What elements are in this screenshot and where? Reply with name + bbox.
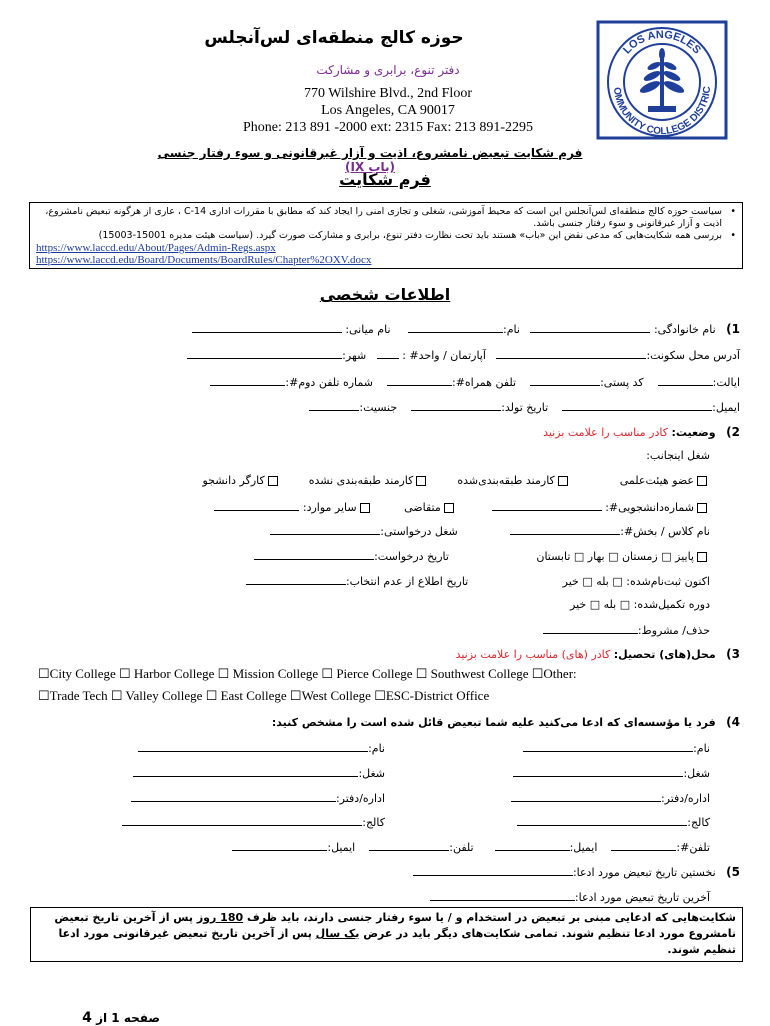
middle-name-field[interactable] <box>192 321 342 333</box>
college-row-1 <box>38 666 577 682</box>
state-label: ایالت: <box>712 376 740 389</box>
classified-label: کارمند طبقه‌بندی‌شده <box>457 474 555 487</box>
section-1-row-3 <box>210 374 740 389</box>
bullet-icon: • <box>730 230 736 241</box>
respondent-a-college-row <box>517 814 710 829</box>
respondent-b-college-row <box>122 814 385 829</box>
respondent-a-office-row <box>511 790 710 805</box>
section-2-number: 2) <box>726 425 740 439</box>
phone-fax: Phone: 213 891 -2000 ext: 2315 Fax: 213 891-2295 <box>242 120 534 135</box>
policy-bullet-2 <box>36 230 736 242</box>
respondent-b-office-field[interactable] <box>131 790 336 802</box>
request-date-label: تاریخ درخواست: <box>374 550 449 563</box>
classified-checkbox[interactable] <box>558 476 568 486</box>
other-checkbox[interactable] <box>360 503 370 513</box>
college-option: City College <box>49 666 116 681</box>
dropped-row <box>543 622 710 637</box>
request-date-field[interactable] <box>254 548 374 560</box>
class-section-field[interactable] <box>510 523 620 535</box>
student-worker-checkbox[interactable] <box>268 476 278 486</box>
section-1-row-2 <box>187 347 740 362</box>
location-label: محل(های) تحصیل: <box>613 648 716 661</box>
section-5-number: 5) <box>726 865 740 879</box>
status-hint: کادر مناسب را علامت بزنید <box>543 426 668 439</box>
status-label: وضعیت: <box>671 426 716 439</box>
enrolled-row <box>246 573 710 588</box>
address-field[interactable] <box>496 347 646 359</box>
policy-bullet-1 <box>36 206 736 230</box>
board-rules-link[interactable]: https://www.laccd.edu/Board/Documents/BoardRules/Chapter%2OXV.docx <box>36 254 372 266</box>
page-title: حوزه کالج منطقه‌ای لس‌آنجلس <box>204 28 464 48</box>
section-3-heading <box>456 647 740 661</box>
college-checkbox[interactable]: ☐ <box>374 688 386 703</box>
college-option: Pierce College <box>336 666 413 681</box>
class-row <box>270 523 710 538</box>
college-option: Southwest College <box>430 666 529 681</box>
deadline-text-2: پس از آخرین تاریخ تبعیض نامشروع مورد ادعا تنظیم شوند. تمامی شکایت‌های دیگر باید در عرض <box>54 911 736 940</box>
unclassified-label: کارمند طبقه‌بندی نشده <box>308 474 414 487</box>
job-label: شغل اینجانب: <box>646 449 710 462</box>
respondent-b-name-row <box>138 740 385 755</box>
college-option: Other: <box>543 666 577 681</box>
title-ix-tag: (باب IX) <box>345 160 395 174</box>
dropped-field[interactable] <box>543 622 638 634</box>
section-5-row-1 <box>413 864 740 879</box>
dropped-label: حذف/ مشروط: <box>637 624 710 637</box>
section-3-number: 3) <box>726 647 740 661</box>
respondent-b-email-field[interactable] <box>232 839 327 851</box>
district-logo <box>596 20 728 140</box>
mobile-field[interactable] <box>387 374 452 386</box>
respondent-a-name-label: نام: <box>693 742 710 755</box>
student-no-label: شماره‌دانشجویی#: <box>605 501 694 514</box>
last-name-label: نام خانوادگی: <box>653 323 716 336</box>
faculty-label: عضو هیئت‌علمی <box>619 474 694 487</box>
complaint-form-title: فرم شکایت تبعیض نامشروع، اذیت و آزار غیرقانونی و سوء رفتار جنسی <box>157 146 583 160</box>
first-date-field[interactable] <box>413 864 573 876</box>
respondent-a-job-row <box>513 765 710 780</box>
svg-text:COMMUNITY COLLEGE DISTRICT: OMMUNITY COLLEGE DISTRIC <box>610 85 714 138</box>
fall-checkbox[interactable] <box>697 552 707 562</box>
respondent-a-name-row <box>523 740 710 755</box>
address-label: آدرس محل سکونت: <box>646 349 740 362</box>
policy-notice-box <box>29 202 743 269</box>
respondent-b-job-row <box>133 765 385 780</box>
respondent-a-phone-label: تلفن#: <box>676 841 710 854</box>
applicant-checkbox[interactable] <box>444 503 454 513</box>
location-hint: کادر (های) مناسب را علامت بزنید <box>455 648 611 661</box>
personal-info-heading: اطلاعات شخصی <box>319 285 451 304</box>
job-options-row <box>202 474 710 487</box>
bullet-icon: • <box>730 206 736 217</box>
respondent-a-job-field[interactable] <box>513 765 683 777</box>
respondent-a-office-field[interactable] <box>511 790 661 802</box>
email-label: ایمیل: <box>712 401 740 414</box>
completed-row <box>570 598 710 611</box>
section-5-row-2 <box>430 889 710 904</box>
last-name-field[interactable] <box>530 321 650 333</box>
apt-label: آپارتمان / واحد# : <box>402 349 486 362</box>
student-worker-label: کارگر دانشجو <box>202 474 265 487</box>
college-row-2 <box>38 688 489 704</box>
college-option: Harbor College <box>133 666 215 681</box>
first-name-label: نام: <box>503 323 520 336</box>
class-section-label: نام کلاس / بخش#: <box>620 525 710 538</box>
apt-field[interactable] <box>377 347 399 359</box>
college-option: ESC-District Office <box>385 688 490 703</box>
other-label: سایر موارد: <box>302 501 357 514</box>
college-checkbox[interactable]: ☐ <box>289 688 302 703</box>
first-date-label: نخستین تاریخ تبعیض مورد ادعا: <box>572 866 716 879</box>
student-row <box>214 499 710 514</box>
middle-name-label: نام میانی: <box>345 323 391 336</box>
respondent-b-office-row <box>131 790 385 805</box>
last-date-field[interactable] <box>430 889 575 901</box>
not-selected-date-field[interactable] <box>246 573 346 585</box>
gender-label: جنسیت: <box>359 401 398 414</box>
deadline-text-1: شکایت‌هایی که ادعایی مبنی بر تبعیض در استخدام و / یا سوء رفتار جنسی دارند، باید ظرف <box>246 911 736 924</box>
college-checkbox[interactable]: ☐ <box>531 666 544 681</box>
mobile-label: تلفن همراه#: <box>451 376 517 389</box>
term-options: پاییز □ زمستان □ بهار □ تابستان <box>536 550 694 563</box>
section-4-number: 4) <box>726 715 740 729</box>
policy-bullet-1-text: سیاست حوزه کالج منطقه‌ای لس‌آنجلس این است که محیط آموزشی، شغلی و تجاری امنی را ایجاد کند که مطابق با مقررات اداری C-14 ، عاری از هرگونه تبعیض نامشروع، اذیت و آزار غیرقانونی و سوء رفتار جنسی باشد. <box>45 206 722 229</box>
first-name-field[interactable] <box>408 321 503 333</box>
college-checkbox[interactable]: ☐ <box>119 666 131 681</box>
applicant-label: متقاضی <box>404 501 441 514</box>
faculty-checkbox[interactable] <box>697 476 707 486</box>
address-line-2: Los Angeles, CA 90017 <box>321 103 455 118</box>
respondent-b-email-label: ایمیل: <box>327 841 356 854</box>
city-label: شهر: <box>342 349 367 362</box>
email-field[interactable] <box>562 399 712 411</box>
deadline-year: یک سال <box>315 927 360 940</box>
respondent-a-name-field[interactable] <box>523 740 693 752</box>
respondent-a-email-label: ایمیل: <box>569 841 598 854</box>
college-option: Mission College <box>232 666 319 681</box>
svg-text:LOS ANGELES: LOS ANGELES <box>621 28 703 57</box>
respondent-b-phone-label: تلفن: <box>449 841 474 854</box>
respondent-contact-row <box>232 839 710 854</box>
respondent-a-office-label: اداره/دفتر: <box>660 792 710 805</box>
zip-label: کد پستی: <box>600 376 644 389</box>
college-checkbox[interactable]: ☐ <box>110 688 123 703</box>
state-field[interactable] <box>658 374 713 386</box>
respondent-b-college-label: کالج: <box>362 816 385 829</box>
respondent-b-office-label: اداره/دفتر: <box>335 792 385 805</box>
term-row <box>254 548 710 563</box>
zip-field[interactable] <box>530 374 600 386</box>
policy-bullet-2-text: بررسی همه شکایت‌هایی که مدعی نقض این «باب» هستند باید تحت نظارت دفتر تنوع، برابری و مشارکت صورت گیرد. (سیاست هیئت مدیره 15001-15003) <box>98 230 722 241</box>
college-checkbox[interactable]: ☐ <box>205 688 218 703</box>
requested-job-field[interactable] <box>270 523 380 535</box>
phone2-label: شماره تلفن دوم#: <box>285 376 373 389</box>
respondent-a-job-label: شغل: <box>683 767 710 780</box>
respondent-a-college-field[interactable] <box>517 814 687 826</box>
dob-label: تاریخ تولد: <box>501 401 549 414</box>
requested-job-label: شغل درخواستی: <box>380 525 458 538</box>
section-2-heading <box>543 425 740 439</box>
respondent-b-name-label: نام: <box>368 742 385 755</box>
city-field[interactable] <box>187 347 342 359</box>
college-checkbox[interactable]: ☐ <box>321 666 334 681</box>
college-checkbox[interactable]: ☐ <box>38 666 50 681</box>
address-line-1: 770 Wilshire Blvd., 2nd Floor <box>304 86 472 101</box>
respondent-label: فرد یا مؤسسه‌ای که ادعا می‌کنید علیه شما تبعیض قائل شده است را مشخص کنید: <box>271 716 716 729</box>
enrolled-label: اکنون ثبت‌نام‌شده: <box>626 575 710 588</box>
completed-label: دوره تکمیل‌شده: <box>633 598 710 611</box>
section-1-row-1 <box>192 321 740 336</box>
office-name: دفتر تنوع، برابری و مشارکت <box>316 63 460 77</box>
section-1-number: 1) <box>726 322 740 336</box>
filing-deadline-notice <box>30 907 743 962</box>
section-1-row-4 <box>309 399 740 414</box>
respondent-b-name-field[interactable] <box>138 740 368 752</box>
college-option: East College <box>220 688 287 703</box>
college-checkbox[interactable]: ☐ <box>415 666 428 681</box>
respondent-b-phone-field[interactable] <box>369 839 449 851</box>
enrolled-options[interactable]: □ بله □ خیر <box>562 575 623 588</box>
unclassified-checkbox[interactable] <box>416 476 426 486</box>
college-option: West College <box>301 688 371 703</box>
form-title: فرم شکایت <box>339 170 431 189</box>
dob-field[interactable] <box>411 399 501 411</box>
section-4-heading <box>272 715 740 729</box>
college-option: Trade Tech <box>49 688 108 703</box>
respondent-b-college-field[interactable] <box>122 814 362 826</box>
student-checkbox[interactable] <box>697 503 707 513</box>
last-date-label: آخرین تاریخ تبعیض مورد ادعا: <box>574 891 710 904</box>
page-total: 4 <box>82 1010 92 1026</box>
completed-options[interactable]: □ بله □ خیر <box>570 598 631 611</box>
deadline-text-3: پس از آخرین تاریخ تبعیض غیرقانونی مورد ادعا تنظیم شوند. <box>58 927 736 956</box>
page-number-label: صفحه 1 از <box>96 1011 160 1025</box>
other-field[interactable] <box>214 499 299 511</box>
admin-regs-link[interactable]: https://www.laccd.edu/About/Pages/Admin-Regs.aspx <box>36 242 276 254</box>
college-checkbox[interactable]: ☐ <box>217 666 230 681</box>
respondent-a-college-label: کالج: <box>687 816 710 829</box>
phone2-field[interactable] <box>210 374 285 386</box>
college-checkbox[interactable]: ☐ <box>38 688 50 703</box>
college-option: Valley College <box>125 688 203 703</box>
not-selected-date-label: تاریخ اطلاع از عدم انتخاب: <box>345 575 469 588</box>
deadline-days: 180 روز <box>196 911 244 924</box>
student-no-field[interactable] <box>492 499 602 511</box>
gender-field[interactable] <box>309 399 359 411</box>
respondent-a-email-field[interactable] <box>495 839 570 851</box>
respondent-b-job-label: شغل: <box>358 767 385 780</box>
respondent-b-job-field[interactable] <box>133 765 358 777</box>
respondent-a-phone-field[interactable] <box>611 839 676 851</box>
